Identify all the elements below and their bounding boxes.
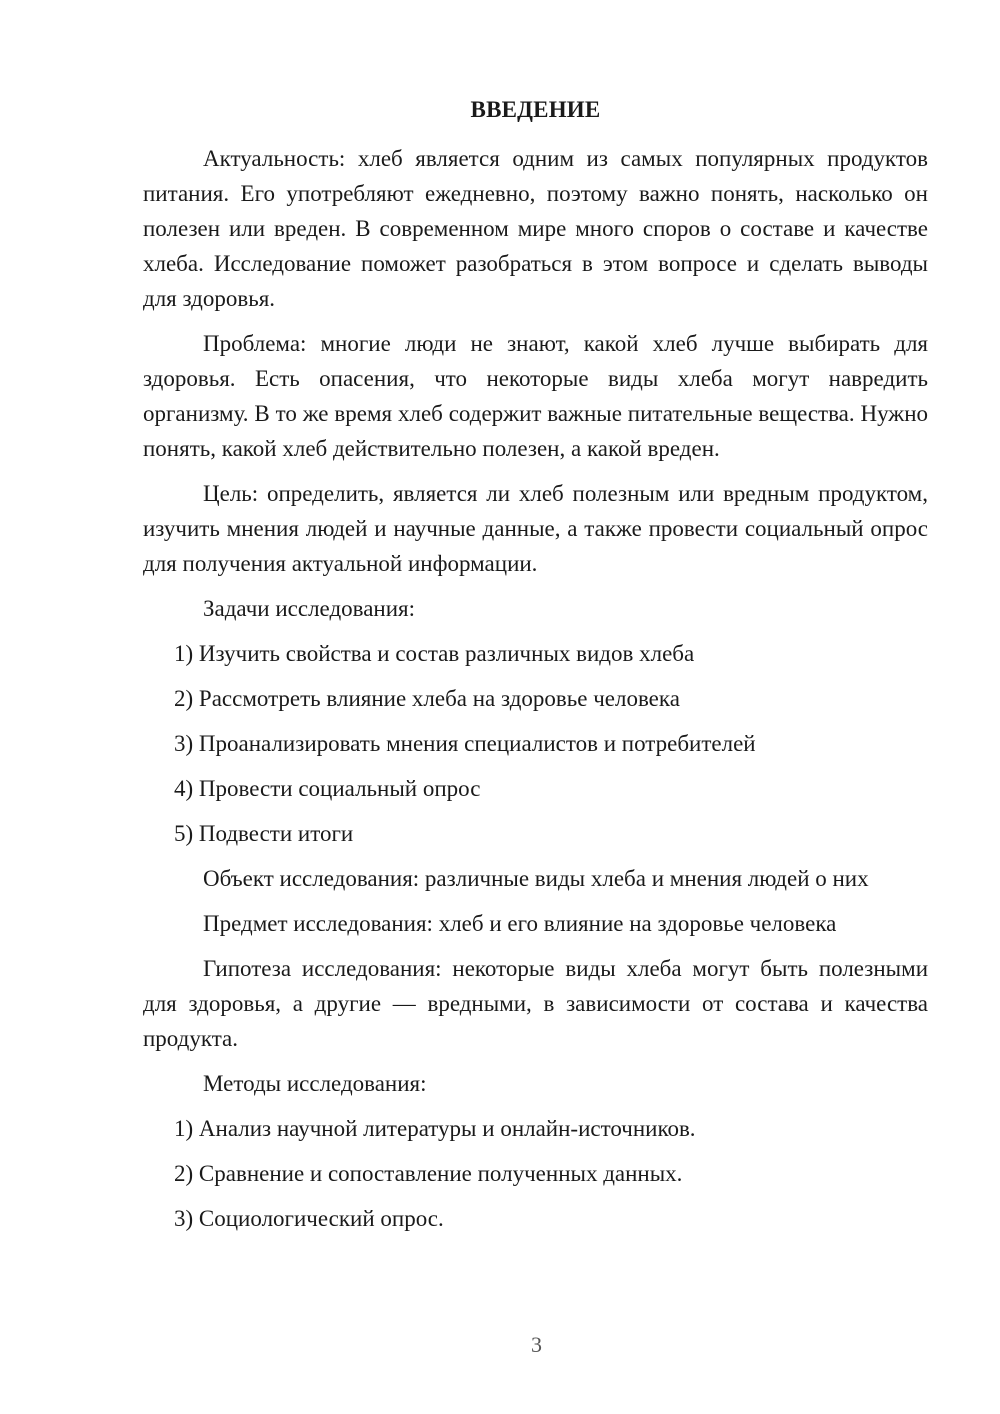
list-item: 1) Анализ научной литературы и онлайн-источников.: [174, 1116, 696, 1141]
methods-list: [143, 1111, 928, 1236]
list-item: 1) Изучить свойства и состав различных видов хлеба: [174, 641, 695, 666]
list-item: 2) Рассмотреть влияние хлеба на здоровье человека: [174, 686, 680, 711]
tasks-heading: Задачи исследования:: [203, 596, 416, 621]
list-item: 5) Подвести итоги: [174, 821, 354, 846]
problem-paragraph: Проблема: многие люди не знают, какой хлеб лучше выбирать для здоровья. Есть опасения, что некоторые виды хлеба могут навредить организму. В то же время хлеб содержит важные питательные вещества. Нужно понять, какой хлеб действительно полезен, а какой вреден.: [143, 331, 928, 461]
page-content: [143, 92, 928, 1246]
subject-paragraph: Предмет исследования: хлеб и его влияние на здоровье человека: [203, 911, 837, 936]
list-item: 4) Провести социальный опрос: [174, 776, 481, 801]
hypothesis-paragraph: Гипотеза исследования: некоторые виды хлеба могут быть полезными для здоровья, а другие — вредными, в зависимости от состава и качества продукта.: [143, 956, 928, 1051]
object-paragraph: Объект исследования: различные виды хлеба и мнения людей о них: [203, 866, 869, 891]
list-item: 3) Проанализировать мнения специалистов и потребителей: [174, 731, 756, 756]
page-title: ВВЕДЕНИЕ: [470, 97, 601, 122]
list-item: 3) Социологический опрос.: [174, 1206, 444, 1231]
relevance-paragraph: Актуальность: хлеб является одним из самых популярных продуктов питания. Его употребляют ежедневно, поэтому важно понять, насколько он полезен или вреден. В современном мире много споров о составе и качестве хлеба. Исследование поможет разобраться в этом вопросе и сделать выводы для здоровья.: [143, 146, 928, 311]
goal-paragraph: Цель: определить, является ли хлеб полезным или вредным продуктом, изучить мнения людей и научные данные, а также провести социальный опрос для получения актуальной информации.: [143, 481, 928, 576]
tasks-list: [143, 636, 928, 851]
methods-heading: Методы исследования:: [203, 1071, 427, 1096]
list-item: 2) Сравнение и сопоставление полученных данных.: [174, 1161, 683, 1186]
page-number: 3: [531, 1332, 542, 1357]
